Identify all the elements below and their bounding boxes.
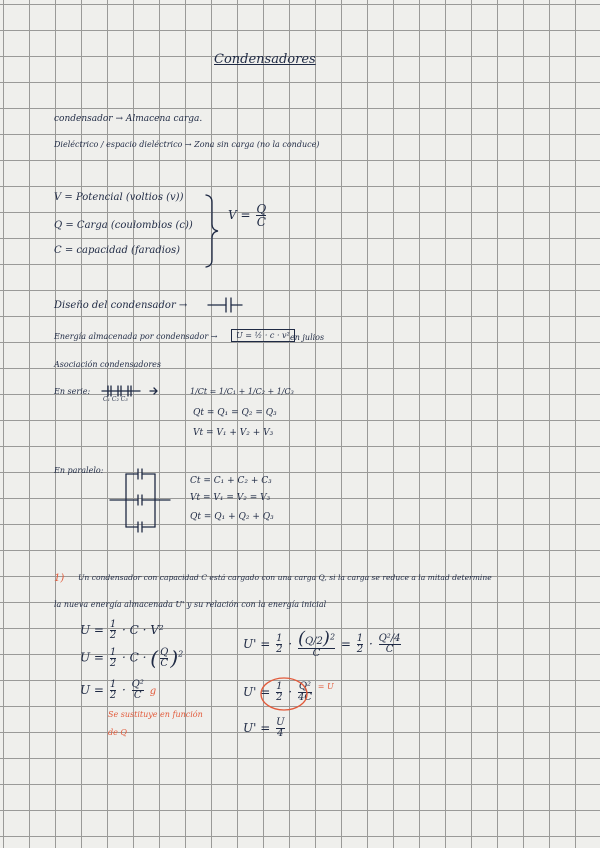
d3-num: 1 bbox=[109, 679, 117, 690]
derivation-line-2: U = $\frac{1}{2}$ · C · ( $\frac{Q}{C}$ )$^2$ bbox=[80, 646, 184, 670]
d1-den: 2 bbox=[109, 630, 117, 641]
r2-4c: 4C bbox=[297, 692, 312, 703]
red-note-2: de Q bbox=[108, 728, 127, 737]
series-formula-1: 1/Ct = 1/C₁ + 1/C₂ + 1/C₃ bbox=[190, 387, 294, 396]
d1-rest: · C · V² bbox=[122, 623, 164, 637]
derivation-right-1: U' = $\frac{1}{2}$ · $\frac{(Q/2)^2}{C}$ = $\frac{1}{2}$ · $\frac{\text{Q²/4}}{C}$ bbox=[243, 628, 401, 659]
parallel-label: En paralelo: bbox=[54, 466, 104, 475]
r1-eq: = bbox=[340, 637, 351, 651]
d2-lhs: U = bbox=[80, 650, 104, 665]
r1-q-half: Q/2 bbox=[304, 636, 323, 647]
energy-label: Energía almacenada por condensador → bbox=[54, 332, 218, 341]
assoc-label: Asociación condensadores bbox=[54, 360, 161, 369]
page-title: Condensadores bbox=[214, 52, 316, 67]
r1-lhs: U' = bbox=[243, 637, 271, 651]
energy-unit: en julios bbox=[290, 333, 325, 342]
derivation-right-3 bbox=[243, 718, 287, 739]
def-formula bbox=[228, 203, 268, 228]
r2-red-u: = U bbox=[317, 682, 334, 691]
capacitor-symbol bbox=[208, 298, 242, 312]
r1b-c: C bbox=[385, 644, 394, 655]
r1-num: 1 bbox=[276, 633, 283, 644]
def-voltage: V = Potencial (voltios (v)) bbox=[54, 192, 184, 203]
series-formula-2: Qt = Q₁ = Q₂ = Q₃ bbox=[193, 408, 277, 418]
parallel-circuit bbox=[110, 469, 170, 532]
energy-formula-box: U = ½ · c · v² bbox=[231, 329, 295, 342]
def-formula-lhs: V = bbox=[228, 208, 251, 222]
r1b-den: 2 bbox=[356, 644, 364, 655]
derivation-right-2: U' = $\frac{1}{2}$ · $\frac{\text{Q²}}{4C}$ $^{= U}$ bbox=[243, 681, 334, 703]
problem-text-2: la nueva energía almacenada U' y su relación con la energía inicial bbox=[54, 600, 327, 609]
parallel-formula-2: Vt = V₁ = V₂ = V₃ bbox=[190, 493, 271, 503]
def-capacity: C = capacidad (faradios) bbox=[54, 245, 181, 256]
intro-line-1: condensador → Almacena carga. bbox=[54, 114, 203, 124]
r2-q2: Q² bbox=[298, 681, 312, 692]
r1-exp: 2 bbox=[329, 632, 336, 642]
r2-lhs: U' = bbox=[243, 685, 271, 699]
d2-rest: · C · bbox=[122, 650, 147, 665]
def-formula-den: C bbox=[256, 215, 266, 229]
r2-den: 2 bbox=[276, 692, 283, 703]
problem-text-1: Un condensador con capacidad C está cargado con una carga Q, si la carga se reduce a la mitad determine bbox=[78, 573, 492, 582]
problem-number: 1) bbox=[54, 573, 65, 584]
series-cap-labels: C₁ C₂ C₃ bbox=[103, 396, 128, 403]
d1-num: 1 bbox=[109, 619, 117, 630]
r1-c: C bbox=[312, 648, 321, 659]
brace bbox=[206, 195, 218, 267]
d2-den: 2 bbox=[109, 657, 117, 669]
d3-q2: Q² bbox=[131, 679, 144, 690]
derivation-line-1 bbox=[80, 620, 164, 641]
series-formula-3: Vt = V₁ + V₂ + V₃ bbox=[193, 428, 274, 438]
intro-line-2: Dieléctrico / espacio dieléctrico → Zona sin carga (no la conduce) bbox=[54, 140, 320, 149]
red-note-1: Se sustituye en función bbox=[108, 710, 203, 719]
derivation-line-3: U = $\frac{1}{2}$ · $\frac{\text{Q²}}{C}$ g bbox=[80, 679, 157, 701]
series-circuit bbox=[102, 386, 157, 396]
r3-lhs: U' = bbox=[243, 721, 271, 735]
r3-u: U bbox=[276, 717, 285, 728]
d1-lhs: U = bbox=[80, 623, 104, 637]
d2-q: Q bbox=[160, 646, 169, 658]
d3-c: C bbox=[133, 690, 142, 701]
r3-four: 4 bbox=[277, 728, 284, 739]
def-formula-num: Q bbox=[256, 202, 267, 216]
d3-red-g: g bbox=[149, 686, 157, 697]
r1-q2-4: Q²/4 bbox=[378, 633, 401, 644]
r1b-num: 1 bbox=[356, 633, 364, 644]
r1-den: 2 bbox=[276, 644, 283, 655]
d3-den: 2 bbox=[109, 690, 117, 701]
parallel-formula-3: Qt = Q₁ + Q₂ + Q₃ bbox=[190, 512, 274, 522]
def-charge: Q = Carga (coulombios (c)) bbox=[54, 220, 193, 231]
d3-lhs: U = bbox=[80, 683, 104, 697]
d2-exp: 2 bbox=[178, 649, 184, 659]
design-label: Diseño del condensador → bbox=[54, 300, 188, 311]
r2-num: 1 bbox=[276, 681, 283, 692]
parallel-formula-1: Ct = C₁ + C₂ + C₃ bbox=[190, 476, 272, 486]
d2-c: C bbox=[160, 657, 169, 669]
series-label: En serie: bbox=[54, 387, 91, 396]
d2-num: 1 bbox=[109, 646, 117, 658]
